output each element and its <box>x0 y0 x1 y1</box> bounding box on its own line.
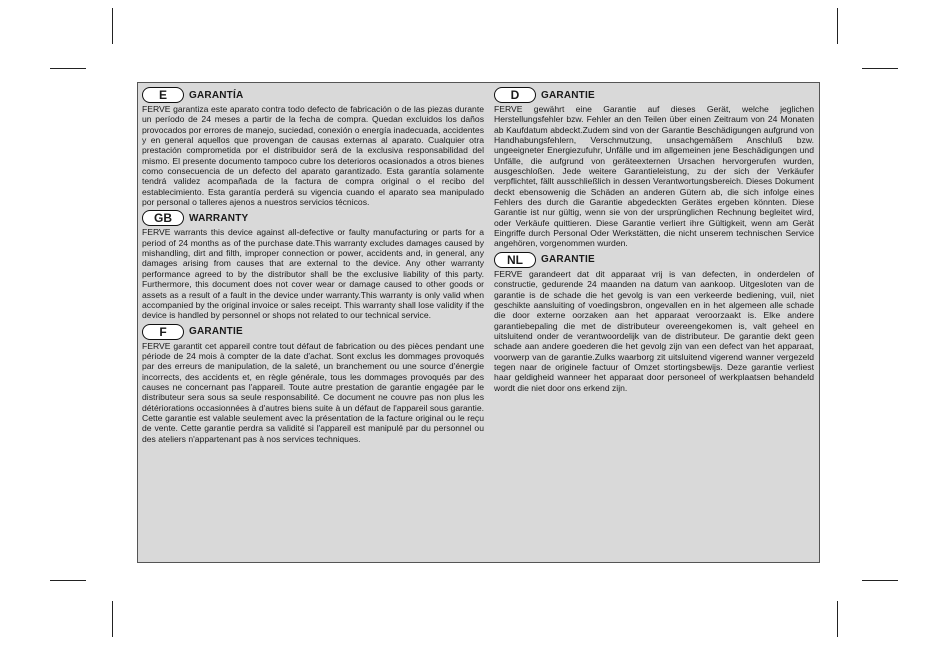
warranty-section-gb <box>142 210 484 320</box>
language-badge: E <box>142 87 184 103</box>
crop-mark-left-upper <box>50 68 86 69</box>
section-header <box>142 324 484 340</box>
section-header <box>494 252 814 268</box>
warranty-panel <box>137 82 820 563</box>
language-badge: D <box>494 87 536 103</box>
crop-mark-bottom-right <box>837 601 838 637</box>
crop-mark-bottom-left <box>112 601 113 637</box>
crop-mark-right-upper <box>862 68 898 69</box>
section-body: FERVE garantiza este aparato contra todo defecto de fabricación o de las piezas durante un período de 24 meses a partir de la fecha de compra. Quedan excluidos los daños provocados por errores de manejo, suciedad, conexión o energía inadecuada, accidentes y en general aquellos que provengan de causas externas al aparato. Cualquier otra prestación comprometida por el distribuidor será de la exclusiva responsabilidad del mismo. El presente documento tampoco cubre los deterioros ocasionados a otros bienes como consecuencia de un defecto del aparato garantizado. Esta garantía solamente tendrá validez acompañada de la factura de compra original o el recibo del establecimiento. Esta garantía perderá su vigencia cuando el aparato sea manipulado por personal o talleres ajenos a nuestros servicios técnicos. <box>142 104 484 208</box>
language-badge: GB <box>142 210 184 226</box>
section-header <box>494 87 814 103</box>
warranty-section-nl <box>494 252 814 393</box>
crop-mark-left-lower <box>50 580 86 581</box>
crop-mark-right-lower <box>862 580 898 581</box>
section-title: GARANTIE <box>541 89 595 101</box>
section-body: FERVE gewährt eine Garantie auf dieses Gerät, welche jeglichen Herstellungsfehler bzw. Fehler an den Teilen über einen Zeitraum von 24 Monaten ab Kaufdatum abdeckt.Zudem sind von der Garantie Beschädigungen aufgrund von Handhabungsfehlern, Verschmutzung, unsachgemäßem Anschluß bzw. ungeeigneter Energiezufuhr, Unfälle und im allgemeinen jene Beschädigungen und Unfälle, die aufgrund von geräteexternen Ursachen hervorgerufen wurden, ausgeschloßen. Jede weitere Garantieleistung, zu der sich der Verkäufer verpflichtet, fällt ausschließlich in dessen Verantwortungsbereich. Dieses Dokument deckt ebensowenig die Schäden an anderen Gütern ab, die sich infolge eines Fehlers des durch die Garantie abgedeckten Gerätes ergeben könnten. Diese Garantie ist nur gültig, wenn sie von der ursprünglichen Rechnung begleitet wird, oder Verkäufe quittieren. Diese Garantie verliert ihre Gültigkeit, wenn am Gerät Eingriffe durch Personal Oder Werkstätten, die nicht unserem technischen Service angehören, vorgenommen wurden. <box>494 104 814 249</box>
left-column <box>142 87 484 447</box>
section-title: GARANTÍA <box>189 89 244 101</box>
language-badge: F <box>142 324 184 340</box>
crop-mark-top-left <box>112 8 113 44</box>
section-body: FERVE garandeert dat dit apparaat vrij is van defecten, in onderdelen of constructie, gedurende 24 maanden na datum van aankoop. Uitgesloten van de garantie is de schade die het gevolg is van een verkeerde bediening, vuil, niet geschikte aansluiting of voedingsbron, ongevallen en in het algemeen alle schade die door externe oorzaken aan het apparaat veroorzaakt is. Elke andere garantiebepaling die met de distributeur overeengekomen is, valt geheel en uitsluitend onder de verantwoordelijk van de distributeur. De garantie dekt geen schade aan andere goederen die het gevolg zijn van een defect van het apparaat, voorwerp van de garantie.Zulks waarborg zit uitsluitend vigerend wanner vergezeld tegen naar de originele factuur of Omzet stortingsbewijs. Deze garantie verliest haar geldigheid wanneer het apparaat door personeel of werkplaatsen behandeld wordt die niet door ons erkend zijn. <box>494 268 814 393</box>
section-body: FERVE warrants this device against all-defective or faulty manufacturing or parts for a period of 24 months as of the purchase date.This warranty excludes damages caused by mishandling, dirt and filth, improper connection or power, accidents and, in general, any damages arising from causes that are external to the device. Any other warranty performance agreed to by the distributor shall be the exclusive liability of this party. Furthermore, this document does not cover wear or damage caused to other goods or assets as a result of a fault in the device under warranty.This warranty is only valid when accompanied by the original invoice or sales receipt. This warranty shall lose validity if the device is handled by personnel or shops not related to our technical service. <box>142 227 484 321</box>
right-column <box>494 87 814 396</box>
crop-mark-top-right <box>837 8 838 44</box>
warranty-section-es <box>142 87 484 207</box>
warranty-section-de <box>494 87 814 249</box>
section-title: WARRANTY <box>189 212 249 224</box>
section-body: FERVE garantit cet appareil contre tout défaut de fabrication ou des pièces pendant une période de 24 mois à compter de la date d'achat. Sont exclus les dommages provoqués par des erreurs de manipulation, de la saleté, un branchement ou une source d'énergie incorrects, des accidents et, en règle générale, tous les dommages provoqués par des causes ne concernant pas l'appareil. Toute autre prestation de garantie engagée par le distributeur sera sous sa seule responsabilité. Ce document ne couvre pas non plus les détériorations occasionnées à d'autres biens suite à un défaut de l'appareil sous garantie. Cette garantie est valable seulement avec la présentation de la facture original ou le reçu de vente. Cette garantie perdra sa validité si l'appareil est manipulé par du personnel ou des ateliers n'appartenant pas à nos services techniques. <box>142 340 484 444</box>
language-badge: NL <box>494 252 536 268</box>
section-header <box>142 87 484 103</box>
section-title: GARANTIE <box>541 254 595 266</box>
section-header <box>142 210 484 226</box>
warranty-section-fr <box>142 324 484 444</box>
section-title: GARANTIE <box>189 326 243 338</box>
